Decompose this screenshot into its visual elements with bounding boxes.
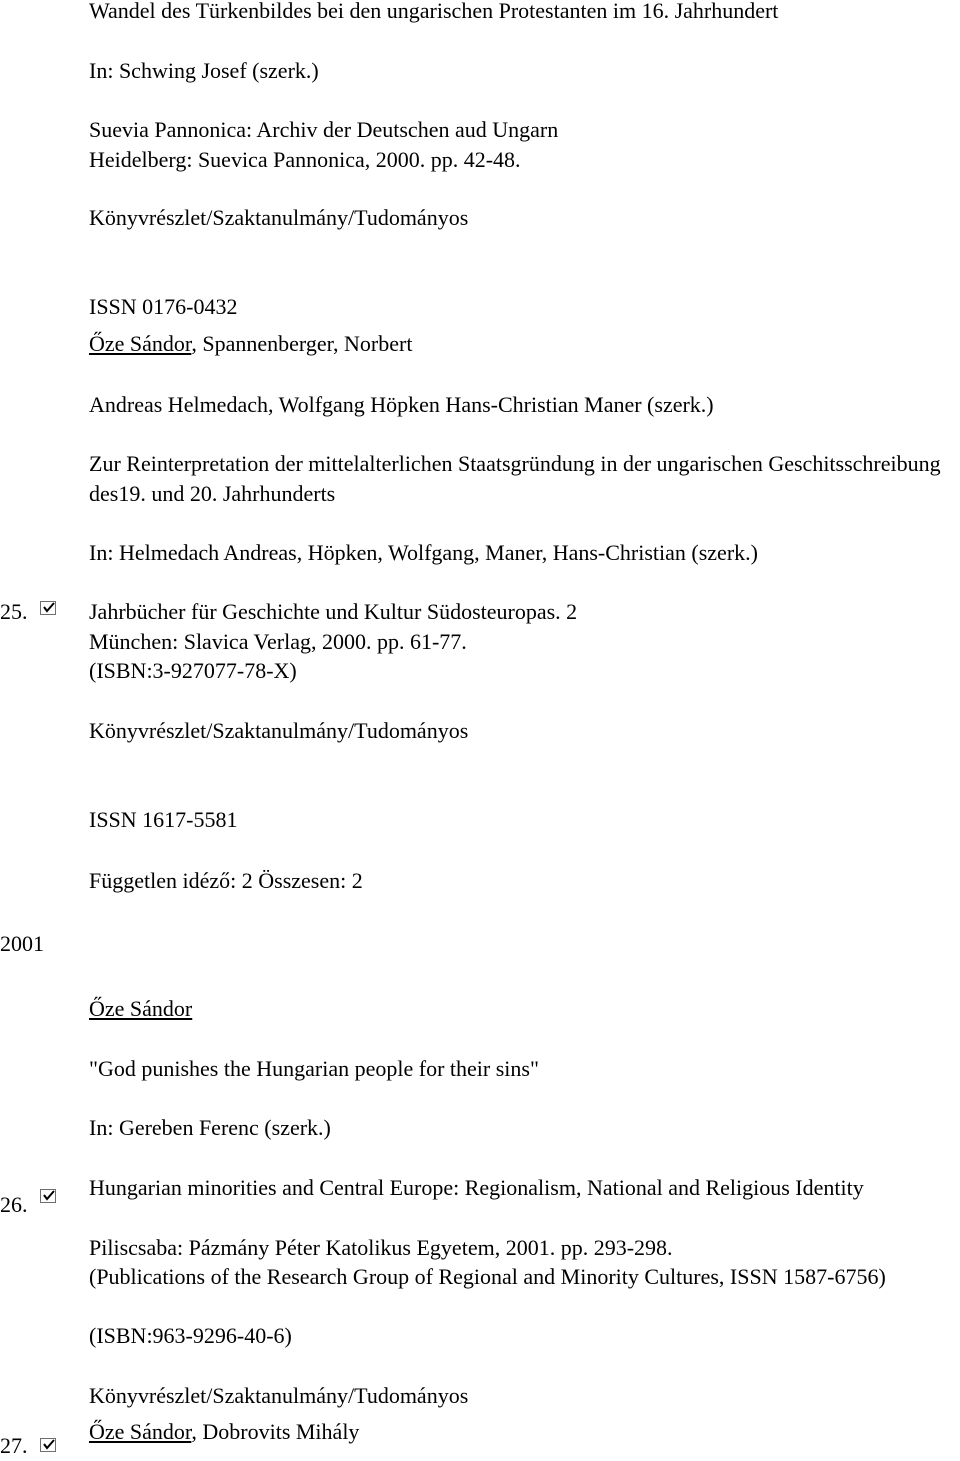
entry-in: In: Schwing Josef (szerk.) xyxy=(89,58,319,83)
entry-publisher: München: Slavica Verlag, 2000. pp. 61-77. xyxy=(89,629,467,654)
entry-title: Wandel des Türkenbildes bei den ungarischen Protestanten im 16. Jahrhundert xyxy=(89,0,779,23)
entry-authors xyxy=(89,994,192,1024)
entry-publisher: Piliscsaba: Pázmány Péter Katolikus Egyetem, 2001. pp. 293-298. xyxy=(89,1235,673,1260)
coauthors: , Spannenberger, Norbert xyxy=(191,331,413,356)
entry-in: In: Gereben Ferenc (szerk.) xyxy=(89,1115,331,1140)
entry-number: 25. xyxy=(0,599,28,624)
entry-type: Könyvrészlet/Szaktanulmány/Tudományos xyxy=(89,205,469,230)
entry-type: Könyvrészlet/Szaktanulmány/Tudományos xyxy=(89,718,469,743)
entry-issn: ISSN 0176-0432 xyxy=(89,294,238,319)
entry-number: 27. xyxy=(0,1433,28,1458)
entry-authors xyxy=(89,329,412,359)
coauthors: , Dobrovits Mihály xyxy=(191,1419,360,1444)
entry-isbn: (ISBN:3-927077-78-X) xyxy=(89,658,297,683)
entry-series: (Publications of the Research Group of Regional and Minority Cultures, ISSN 1587-6756) xyxy=(89,1264,886,1289)
checkmark-icon xyxy=(42,1438,56,1452)
entry-type: Könyvrészlet/Szaktanulmány/Tudományos xyxy=(89,1383,469,1408)
checkmark-icon xyxy=(42,1189,56,1203)
entry-publisher: Heidelberg: Suevica Pannonica, 2000. pp. 42-48. xyxy=(89,147,521,172)
entry-in: In: Helmedach Andreas, Höpken, Wolfgang, Maner, Hans-Christian (szerk.) xyxy=(89,540,758,565)
author-link[interactable]: Őze Sándor xyxy=(89,996,193,1021)
entry-number: 26. xyxy=(0,1192,28,1217)
select-checkbox[interactable] xyxy=(40,1438,56,1452)
entry-title: "God punishes the Hungarian people for their sins" xyxy=(89,1056,539,1081)
entry-editors: Andreas Helmedach, Wolfgang Höpken Hans-Christian Maner (szerk.) xyxy=(89,392,714,417)
entry-isbn: (ISBN:963-9296-40-6) xyxy=(89,1323,292,1348)
author-link[interactable]: Őze Sándor xyxy=(89,331,192,356)
entry-authors xyxy=(89,1417,359,1447)
checkmark-icon xyxy=(42,601,56,615)
entry-issn: ISSN 1617-5581 xyxy=(89,807,238,832)
entry-source: Hungarian minorities and Central Europe: Regionalism, National and Religious Identity xyxy=(89,1175,864,1200)
entry-source: Suevia Pannonica: Archiv der Deutschen aud Ungarn xyxy=(89,117,559,142)
entry-source: Jahrbücher für Geschichte und Kultur Südosteuropas. 2 xyxy=(89,599,578,624)
select-checkbox[interactable] xyxy=(40,601,56,615)
select-checkbox[interactable] xyxy=(40,1189,56,1203)
entry-title: Zur Reinterpretation der mittelalterlichen Staatsgründung in der ungarischen Geschitsschreibung des19. und 20. Jahrhunderts xyxy=(89,451,941,506)
author-link[interactable]: Őze Sándor xyxy=(89,1419,192,1444)
year-heading: 2001 xyxy=(0,931,44,956)
entry-citations: Független idéző: 2 Összesen: 2 xyxy=(89,868,363,893)
